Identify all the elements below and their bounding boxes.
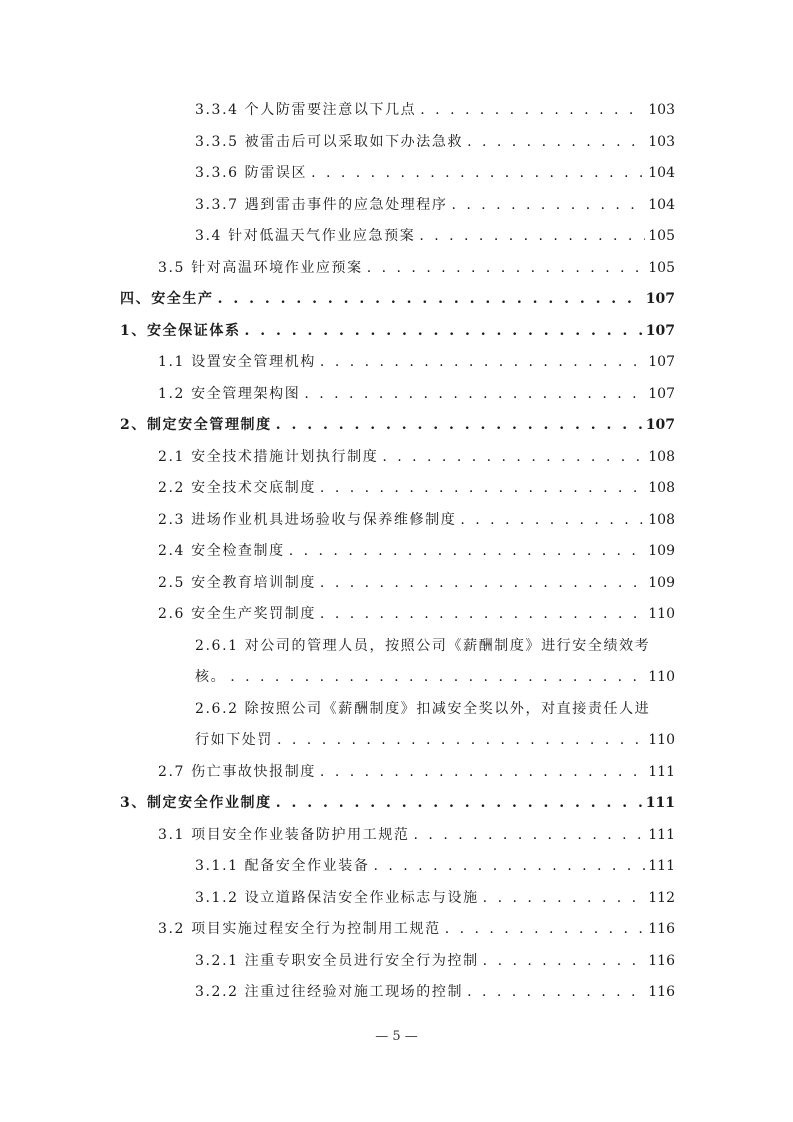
toc-entry-3-3-4[interactable] [195,100,675,120]
toc-entry-2[interactable] [120,415,675,435]
toc-entry-1-1[interactable] [158,352,675,372]
toc-entry-3-3-7[interactable] [195,195,675,215]
toc-entry-2-7[interactable] [158,762,675,782]
toc-entry-page: 116 [648,953,675,969]
toc-entry-label: 3.3.6 防雷误区 [195,165,308,181]
toc-entry-label: 3.3.7 遇到雷击事件的应急处理程序 [195,197,448,213]
toc-entry-3-2-1[interactable] [195,951,675,971]
toc-entry-label: 1.2 安全管理架构图 [158,386,301,402]
toc-entry-2-6-1-line2[interactable] [195,667,675,687]
toc-entry-2-3[interactable] [158,510,675,530]
toc-entry-label: 2.4 安全检查制度 [158,543,285,559]
toc-entry-page: 116 [648,921,675,937]
toc-entry-page: 111 [648,764,675,780]
dot-leader [304,384,645,404]
dot-leader [320,352,645,372]
toc-entry-label: 2、制定安全管理制度 [120,417,272,433]
toc-entry-label: 行如下处罚 [195,732,273,748]
toc-entry-page: 110 [648,669,675,685]
toc-entry-label: 2.7 伤亡事故快报制度 [158,764,316,780]
toc-entry-3-2[interactable] [158,919,675,939]
toc-entry-page: 105 [648,228,675,244]
dot-leader [419,226,645,246]
toc-entry-page: 110 [648,732,675,748]
toc-entry-page: 103 [648,102,675,118]
toc-entry-label: 3.1 项目安全作业装备防护用工规范 [158,827,410,843]
dot-leader [320,573,645,593]
toc-entry-label: 2.1 安全技术措施计划执行制度 [158,449,379,465]
toc-entry-page: 111 [645,795,675,811]
toc-entry-page: 107 [645,417,675,433]
toc-entry-2-6[interactable] [158,604,675,624]
dot-leader [460,510,645,530]
toc-entry-page: 109 [648,575,675,591]
dot-leader [483,951,646,971]
toc-entry-label: 2.6 安全生产奖罚制度 [158,606,316,622]
toc-entry-label: 1.1 设置安全管理机构 [158,354,316,370]
dot-leader [320,604,645,624]
toc-entry-page: 107 [645,323,675,339]
toc-entry-page: 107 [648,354,675,370]
toc-entry-page: 111 [648,858,675,874]
toc-entry-label: 3.2.1 注重专职安全员进行安全行为控制 [195,953,479,969]
toc-entry-3-1-1[interactable] [195,856,675,876]
toc-entry-2-4[interactable] [158,541,675,561]
toc-entry-2-6-2-line2[interactable] [195,730,675,750]
toc-entry-label: 3.3.5 被雷击后可以采取如下办法急救 [195,134,464,150]
toc-entry-2-1[interactable] [158,447,675,467]
toc-entry-2-6-2-line1[interactable] [195,699,655,719]
dot-leader [451,195,645,215]
toc-entry-3[interactable] [120,793,675,813]
toc-entry-3-5[interactable] [158,258,675,278]
dot-leader [445,919,646,939]
dot-leader [277,730,645,750]
toc-entry-page: 112 [648,890,675,906]
dot-leader [230,667,645,687]
toc-entry-label: 2.5 安全教育培训制度 [158,575,316,591]
dot-leader [420,100,645,120]
toc-entry-2-6-1-line1[interactable] [195,636,655,656]
dot-leader [367,258,646,278]
toc-entry-3-2-2[interactable] [195,982,675,1002]
toc-entry-label: 3.1.1 配备安全作业装备 [195,858,370,874]
dot-leader [320,762,645,782]
dot-leader [276,415,643,435]
toc-entry-label: 3.3.4 个人防雷要注意以下几点 [195,102,417,118]
toc-entry-label: 3.5 针对高温环境作业应预案 [158,260,363,276]
toc-entry-3-3-6[interactable] [195,163,675,183]
dot-leader [414,825,646,845]
toc-entry-page: 107 [645,291,675,307]
dot-leader [218,289,643,309]
dot-leader [245,321,643,341]
dot-leader [373,856,645,876]
toc-entry-label: 3.2.2 注重过往经验对施工现场的控制 [195,984,464,1000]
dot-leader [311,163,645,183]
page-number: — 5 — [375,1029,418,1044]
toc-entry-1-2[interactable] [158,384,675,404]
dot-leader [382,447,645,467]
dot-leader [467,982,645,1002]
toc-entry-label: 2.3 进场作业机具进场验收与保养维修制度 [158,512,457,528]
toc-entry-page: 109 [648,543,675,559]
toc-entry-label: 2.2 安全技术交底制度 [158,480,316,496]
toc-entry-page: 108 [648,449,675,465]
toc-entry-page: 105 [648,260,675,276]
toc-entry-page: 104 [648,165,675,181]
toc-entry-section-4[interactable] [120,289,675,309]
toc-entry-page: 110 [648,606,675,622]
dot-leader [276,793,643,813]
toc-entry-2-5[interactable] [158,573,675,593]
toc-entry-page: 107 [648,386,675,402]
toc-entry-page: 116 [648,984,675,1000]
toc-entry-label: 3.2 项目实施过程安全行为控制用工规范 [158,921,441,937]
toc-entry-3-3-5[interactable] [195,132,675,152]
toc-entry-page: 111 [648,827,675,843]
dot-leader [483,888,646,908]
dot-leader [467,132,645,152]
toc-entry-page: 103 [648,134,675,150]
toc-entry-page: 108 [648,512,675,528]
dot-leader [320,478,645,498]
toc-entry-page: 104 [648,197,675,213]
toc-entry-page: 108 [648,480,675,496]
toc-entry-3-1-2[interactable] [195,888,675,908]
toc-entry-label: 1、安全保证体系 [120,323,241,339]
toc-entry-label: 2.6.2 除按照公司《薪酬制度》扣减安全奖以外，对直接责任人进 [195,701,651,717]
toc-entry-2-2[interactable] [158,478,675,498]
toc-entry-3-4[interactable] [195,226,675,246]
toc-entry-label: 四、安全生产 [120,291,214,307]
toc-entry-label: 3、制定安全作业制度 [120,795,272,811]
toc-entry-label: 2.6.1 对公司的管理人员，按照公司《薪酬制度》进行安全绩效考 [195,638,651,654]
dot-leader [289,541,646,561]
toc-entry-1[interactable] [120,321,675,341]
toc-entry-label: 3.1.2 设立道路保洁安全作业标志与设施 [195,890,479,906]
toc-entry-label: 核。 [195,669,227,685]
toc-entry-label: 3.4 针对低温天气作业应急预案 [195,228,416,244]
toc-entry-3-1[interactable] [158,825,675,845]
